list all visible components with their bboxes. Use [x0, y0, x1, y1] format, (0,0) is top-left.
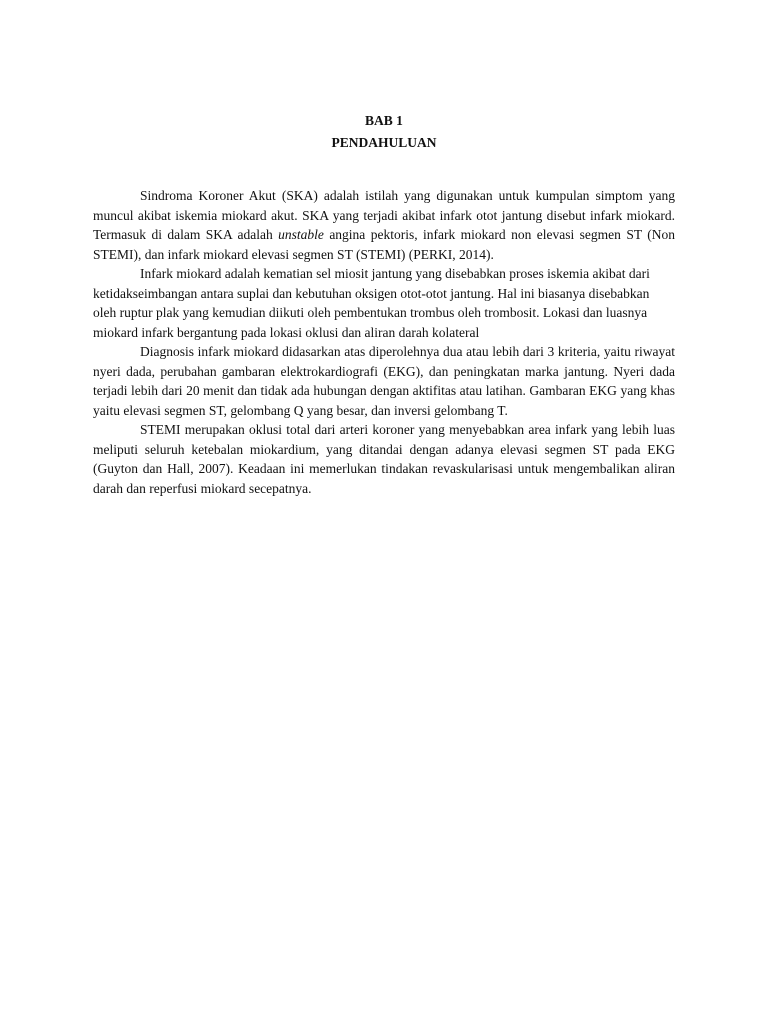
paragraph-3: Diagnosis infark miokard didasarkan atas diperolehnya dua atau lebih dari 3 kriteria, yaitu riwayat nyeri dada, perubahan gambaran elektrokardiografi (EKG), dan peningkatan marka jantung. Nyeri dada terjadi lebih dari 20 menit dan tidak ada hubungan dengan aktifitas atau latihan. Gambaran EKG yang khas yaitu elevasi segmen ST, gelombang Q yang besar, dan inversi gelombang T. [93, 344, 675, 418]
chapter-title: PENDAHULUAN [331, 135, 437, 150]
paragraph-1-text-before: Sindroma Koroner Akut (SKA) adalah istilah yang digunakan untuk kumpulan simptom yang muncul akibat iskemia miokard akut. SKA yang terjadi akibat infark otot jantung disebut infark miokard. Termasuk di dalam SKA adalah [93, 188, 675, 242]
body-text [93, 186, 675, 498]
paragraph-4: STEMI merupakan oklusi total dari arteri koroner yang menyebabkan area infark yang lebih luas meliputi seluruh ketebalan miokardium, yang ditandai dengan adanya elevasi segmen ST pada EKG (Guyton dan Hall, 2007). Keadaan ini memerlukan tindakan revaskularisasi untuk mengembalikan aliran darah dan reperfusi miokard secepatnya. [93, 422, 675, 496]
paragraph-2: Infark miokard adalah kematian sel miosit jantung yang disebabkan proses iskemia akibat dari ketidakseimbangan antara suplai dan kebutuhan oksigen otot-otot jantung. Hal ini biasanya disebabkan oleh ruptur plak yang kemudian diikuti oleh pembentukan trombus oleh trombosit. Lokasi dan luasnya miokard infark bergantung pada lokasi oklusi dan aliran darah kolateral [93, 266, 650, 340]
paragraph-1-italic-term: unstable [278, 227, 324, 242]
paragraph-1 [93, 186, 675, 264]
paragraph-1-text-after: angina pektoris, infark miokard non elevasi segmen ST (Non STEMI), dan infark miokard elevasi segmen ST (STEMI) (PERKI, 2014). [93, 227, 675, 262]
chapter-number: BAB 1 [365, 113, 403, 128]
